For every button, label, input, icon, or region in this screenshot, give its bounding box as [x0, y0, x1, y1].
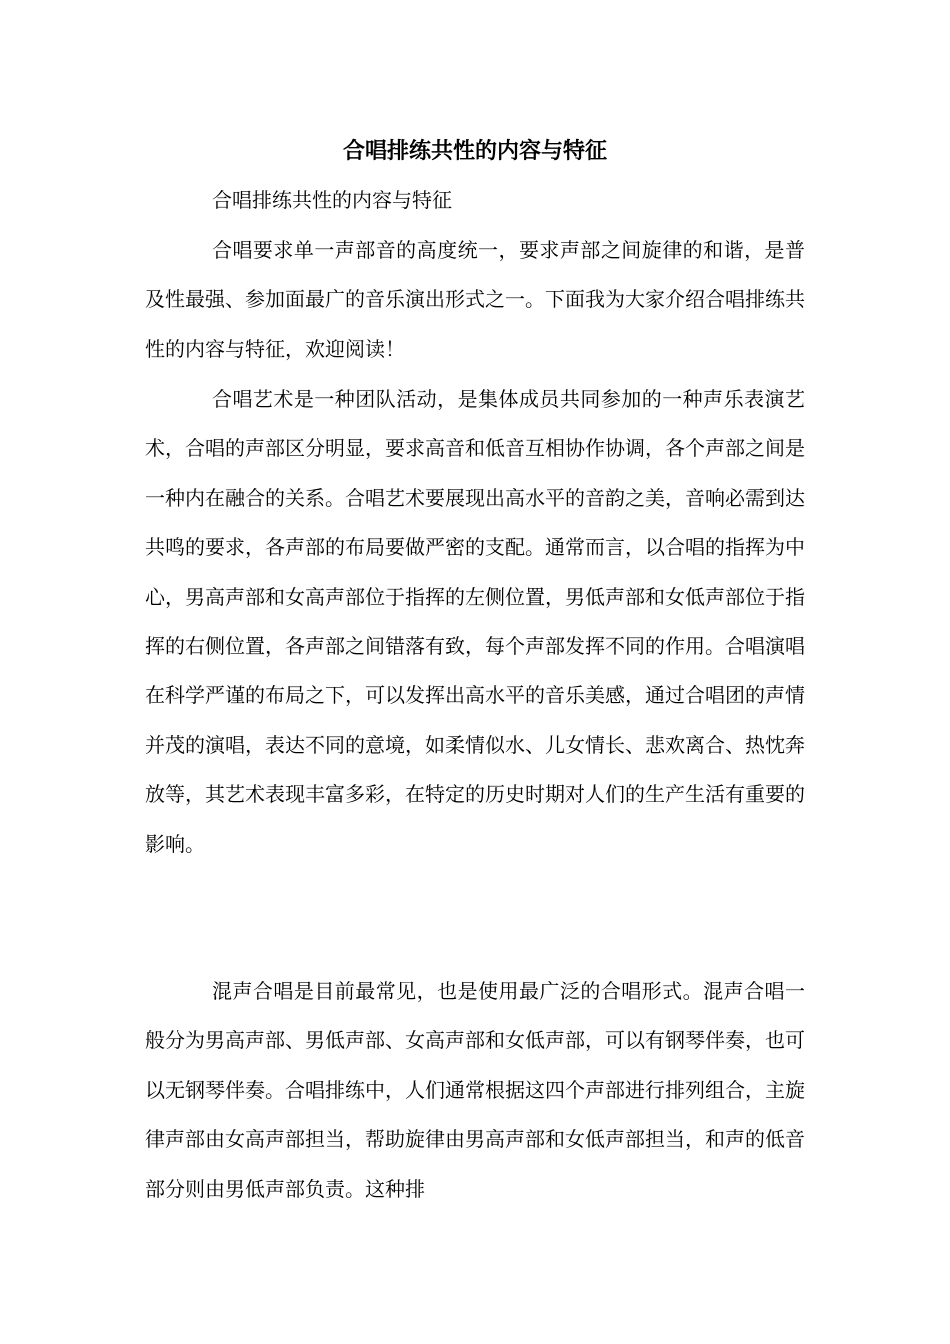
paragraph-intro: 合唱要求单一声部音的高度统一，要求声部之间旋律的和谐，是普及性最强、参加面最广的音乐演出形式之一。下面我为大家介绍合唱排练共性的内容与特征，欢迎阅读！ — [145, 238, 805, 361]
document-subtitle: 合唱排练共性的内容与特征 — [212, 188, 452, 212]
paragraph-choral-art: 合唱艺术是一种团队活动，是集体成员共同参加的一种声乐表演艺术，合唱的声部区分明显，要求高音和低音互相协作协调，各个声部之间是一种内在融合的关系。合唱艺术要展现出高水平的音韵之美，音响必需到达共鸣的要求，各声部的布局要做严密的支配。通常而言，以合唱的指挥为中心，男高声部和女高声部位于指挥的左侧位置，男低声部和女低声部位于指挥的右侧位置，各声部之间错落有致，每个声部发挥不同的作用。合唱演唱在科学严谨的布局之下，可以发挥出高水平的音乐美感，通过合唱团的声情并茂的演唱，表达不同的意境，如柔情似水、儿女情长、悲欢离合、热忱奔放等，其艺术表现丰富多彩，在特定的历史时期对人们的生产生活有重要的影响。 — [145, 387, 805, 856]
document-title: 合唱排练共性的内容与特征 — [342, 138, 607, 164]
paragraph-mixed-choir: 混声合唱是目前最常见，也是使用最广泛的合唱形式。混声合唱一般分为男高声部、男低声部、女高声部和女低声部，可以有钢琴伴奏，也可以无钢琴伴奏。合唱排练中，人们通常根据这四个声部进行排列组合，主旋律声部由女高声部担当，帮助旋律由男高声部和女低声部担当，和声的低音部分则由男低声部负责。这种排 — [145, 979, 805, 1201]
